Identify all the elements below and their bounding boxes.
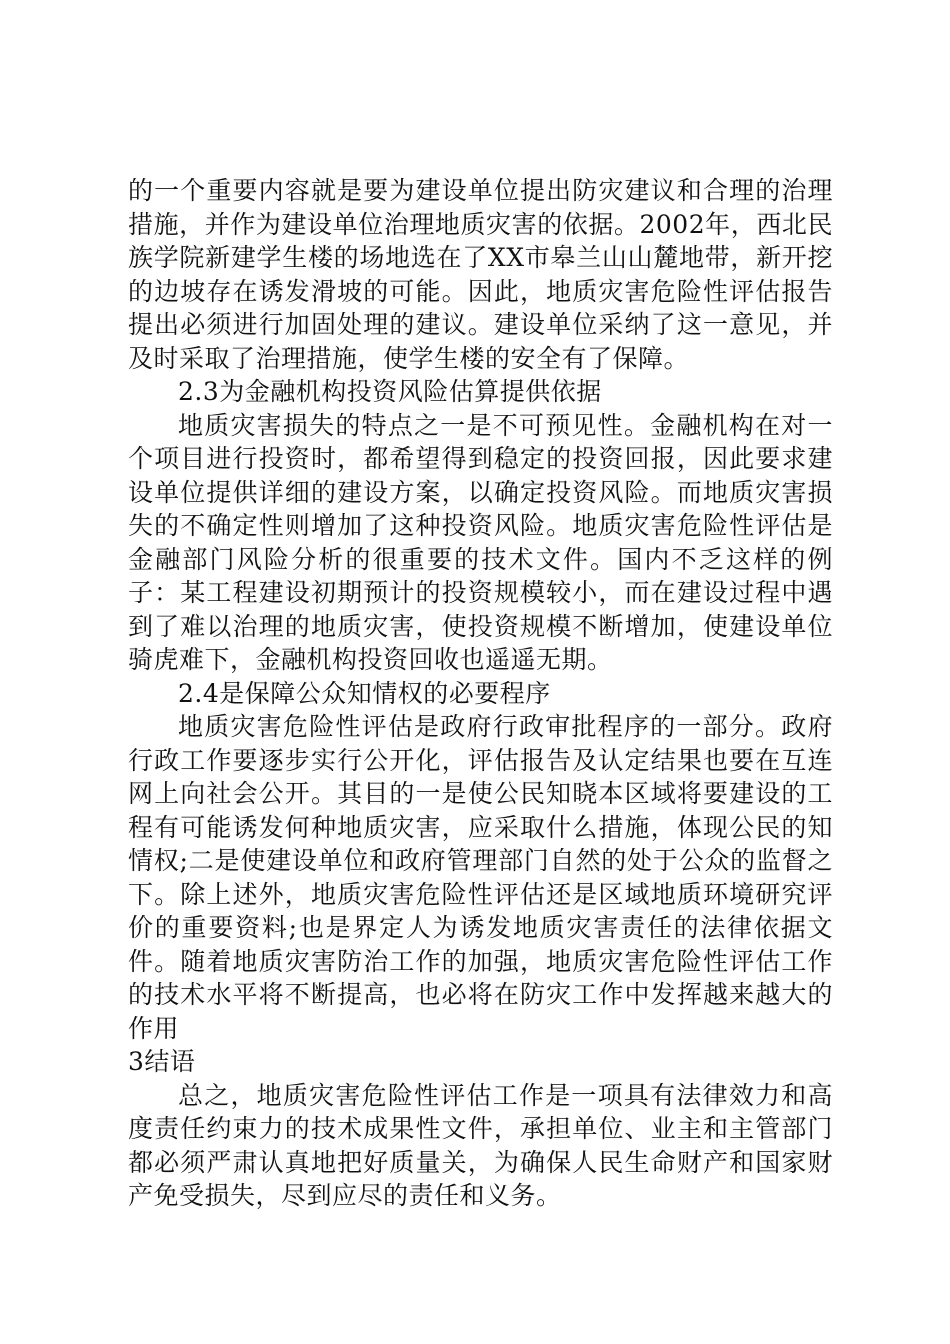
paragraph-financial-risk: 地质灾害损失的特点之一是不可预见性。金融机构在对一个项目进行投资时，都希望得到稳定的投资回报，因此要求建设单位提供详细的建设方案，以确定投资风险。而地质灾害损失的不确定性则增加了这种投资风险。地质灾害危险性评估是金融部门风险分析的很重要的技术文件。国内不乏这样的例子：某工程建设初期预计的投资规模较小，而在建设过程中遇到了难以治理的地质灾害，使投资规模不断增加，使建设单位骑虎难下，金融机构投资回收也遥遥无期。 xyxy=(128,410,833,674)
section-heading-2-4: 2.4是保障公众知情权的必要程序 xyxy=(178,678,551,708)
document-body xyxy=(128,174,833,1213)
paragraph-conclusion: 总之，地质灾害危险性评估工作是一项具有法律效力和高度责任约束力的技术成果性文件，承担单位、业主和主管部门都必须严肃认真地把好质量关，为确保人民生命财产和国家财产免受损失，尽到应尽的责任和义务。 xyxy=(128,1080,833,1210)
section-heading-2-3: 2.3为金融机构投资风险估算提供依据 xyxy=(178,377,602,406)
section-heading-3: 3结语 xyxy=(128,1047,196,1076)
paragraph-public-right-to-know: 地质灾害危险性评估是政府行政审批程序的一部分。政府行政工作要逐步实行公开化，评估报告及认定结果也要在互连网上向社会公开。其目的一是使公民知晓本区域将要建设的工程有可能诱发何种地质灾害，应采取什么措施，体现公民的知情权;二是使建设单位和政府管理部门自然的处于公众的监督之下。除上述外，地质灾害危险性评估还是区域地质环境研究评价的重要资料;也是界定人为诱发地质灾害责任的法律依据文件。随着地质灾害防治工作的加强，地质灾害危险性评估工作的技术水平将不断提高，也必将在防灾工作中发挥越来越大的作用 xyxy=(128,712,833,1043)
paragraph-continuation: 的一个重要内容就是要为建设单位提出防灾建议和合理的治理措施，并作为建设单位治理地质灾害的依据。2002年，西北民族学院新建学生楼的场地选在了XX市皋兰山山麓地带，新开挖的边坡存在诱发滑坡的可能。因此，地质灾害危险性评估报告提出必须进行加固处理的建议。建设单位采纳了这一意见，并及时采取了治理措施，使学生楼的安全有了保障。 xyxy=(128,176,833,373)
